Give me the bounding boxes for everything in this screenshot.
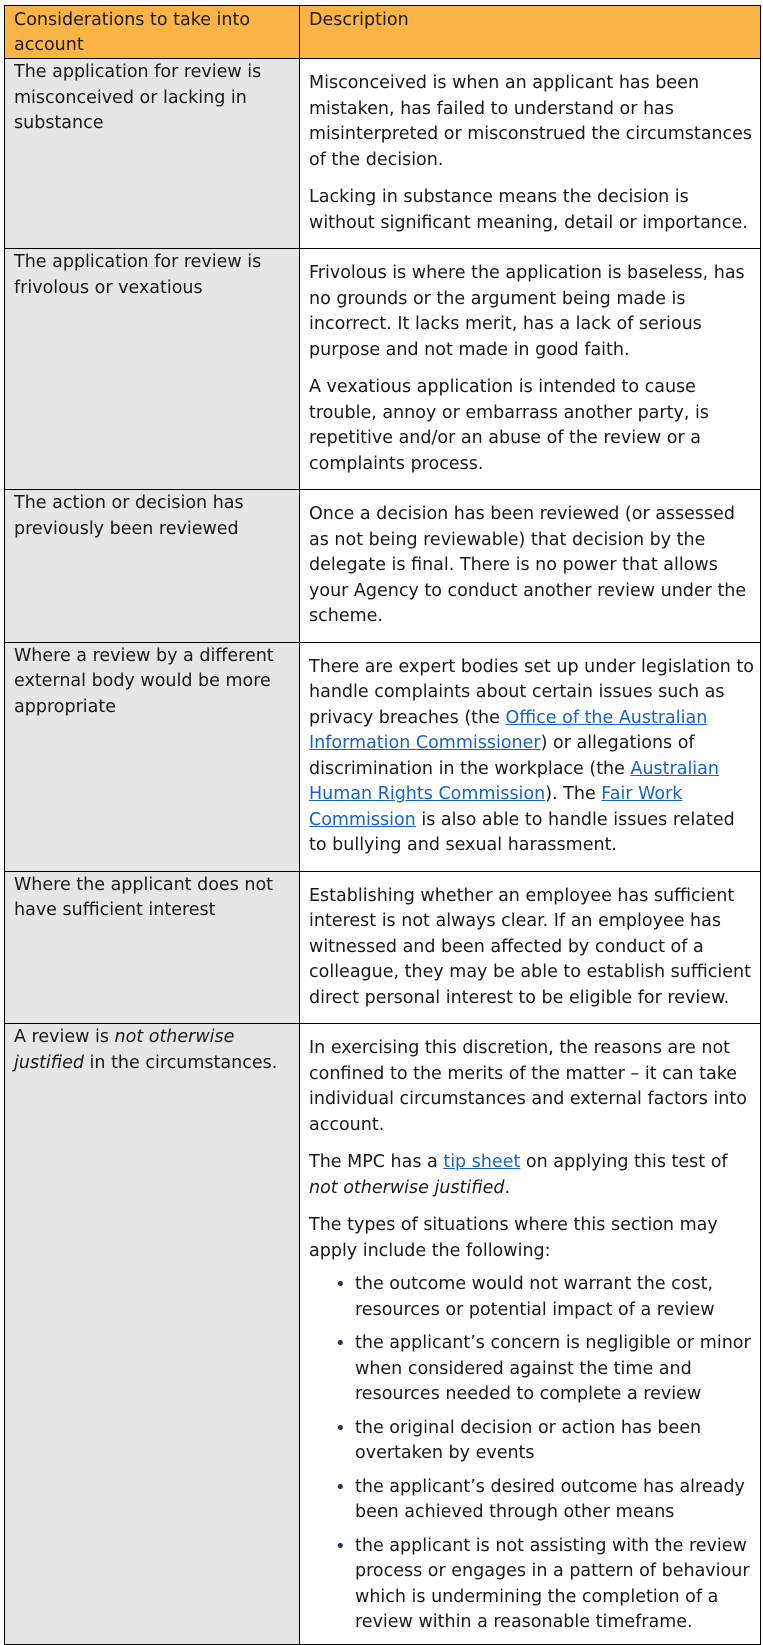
description-paragraph: In exercising this discretion, the reasons are not confined to the merits of the matter – it can take individual circumstances and external factors into account.: [309, 1038, 747, 1135]
list-item-text: the applicant is not assisting with the review process or engages in a pattern of behaviour which is undermining the completion of a review within a reasonable timeframe.: [355, 1535, 750, 1632]
description-paragraph: [309, 655, 755, 859]
description-cell: [300, 1024, 761, 1645]
tip-sheet-link[interactable]: tip sheet: [443, 1152, 521, 1172]
consideration-cell: The application for review is misconceived or lacking in substance: [5, 59, 300, 249]
ahrc-link[interactable]: Australian Human Rights Commission: [309, 758, 719, 804]
description-paragraph: Establishing whether an employee has sufficient interest is not always clear. If an employee has witnessed and been affected by conduct of a colleague, they may be able to establish sufficient direct personal interest to be eligible for review.: [309, 885, 751, 1008]
situations-list: [309, 1272, 755, 1636]
list-item-text: the original decision or action has been overtaken by events: [355, 1417, 702, 1463]
description-cell: [300, 490, 761, 643]
table-row: [5, 490, 761, 643]
text-run: is also able to handle issues related to bullying and sexual harassment.: [309, 809, 735, 855]
list-item: [335, 1331, 755, 1408]
consideration-cell: The application for review is frivolous or vexatious: [5, 249, 300, 490]
text-run: in the circumstances.: [83, 1052, 278, 1073]
bullet-icon: •: [335, 1417, 346, 1439]
description-cell: [300, 59, 761, 249]
considerations-table: [4, 5, 761, 1645]
table-row: [5, 59, 761, 249]
table-row: [5, 642, 761, 871]
text-run: A review is: [14, 1027, 115, 1047]
list-item: [335, 1534, 755, 1636]
description-paragraph: Lacking in substance means the decision is without significant meaning, detail or importance.: [309, 187, 748, 233]
table-row: [5, 249, 761, 490]
description-paragraph: A vexatious application is intended to cause trouble, annoy or embarrass another party, is repetitive and/or an abuse of the review or a complaints process.: [309, 377, 709, 474]
table-row: [5, 1024, 761, 1645]
header-considerations: Considerations to take into account: [5, 6, 300, 59]
text-run: ). The: [545, 784, 602, 804]
consideration-cell: The action or decision has previously been reviewed: [5, 490, 300, 643]
description-paragraph: Once a decision has been reviewed (or assessed as not being reviewable) that decision by the delegate is final. There is no power that allows your Agency to conduct another review under the scheme.: [309, 504, 747, 626]
list-item: [335, 1416, 755, 1467]
consideration-cell: [5, 1024, 300, 1645]
header-row: [5, 6, 761, 59]
text-run: .: [504, 1177, 511, 1198]
oaic-link[interactable]: Office of the Australian Information Commissioner: [309, 707, 708, 753]
bullet-icon: •: [335, 1535, 346, 1557]
text-run: The MPC has a: [309, 1152, 444, 1172]
description-paragraph: [309, 1150, 755, 1201]
bullet-icon: •: [335, 1333, 346, 1354]
description-cell: [300, 642, 761, 871]
table-row: [5, 871, 761, 1024]
list-item: [335, 1272, 755, 1323]
text-run: ) or allegations of discrimination in the workplace (the: [309, 733, 695, 779]
bullet-icon: •: [335, 1274, 346, 1295]
emphasis-text: not otherwise justified: [14, 1027, 235, 1073]
emphasis-text: not otherwise justified: [309, 1177, 505, 1198]
description-cell: [300, 249, 761, 490]
list-item-text: the applicant’s desired outcome has already been achieved through other means: [355, 1476, 745, 1522]
text-run: There are expert bodies set up under legislation to handle complaints about certain issues such as privacy breaches (the: [309, 656, 754, 728]
description-paragraph: Misconceived is when an applicant has been mistaken, has failed to understand or has misinterpreted or misconstrued the circumstances of the decision.: [309, 73, 753, 170]
consideration-cell: Where the applicant does not have sufficient interest: [5, 871, 300, 1024]
text-run: on applying this test of: [520, 1152, 728, 1172]
description-cell: [300, 871, 761, 1024]
description-paragraph: The types of situations where this section may apply include the following:: [309, 1215, 718, 1261]
description-paragraph: Frivolous is where the application is baseless, has no grounds or the argument being made is incorrect. It lacks merit, has a lack of serious purpose and not made in good faith.: [309, 263, 745, 360]
header-description: Description: [300, 6, 761, 59]
list-item-text: the outcome would not warrant the cost, resources or potential impact of a review: [355, 1274, 715, 1320]
bullet-icon: •: [335, 1476, 346, 1498]
consideration-cell: Where a review by a different external body would be more appropriate: [5, 642, 300, 871]
list-item-text: the applicant’s concern is negligible or minor when considered against the time and resources needed to complete a review: [355, 1333, 751, 1404]
list-item: [335, 1475, 755, 1526]
fair-work-link[interactable]: Fair Work Commission: [309, 784, 683, 830]
